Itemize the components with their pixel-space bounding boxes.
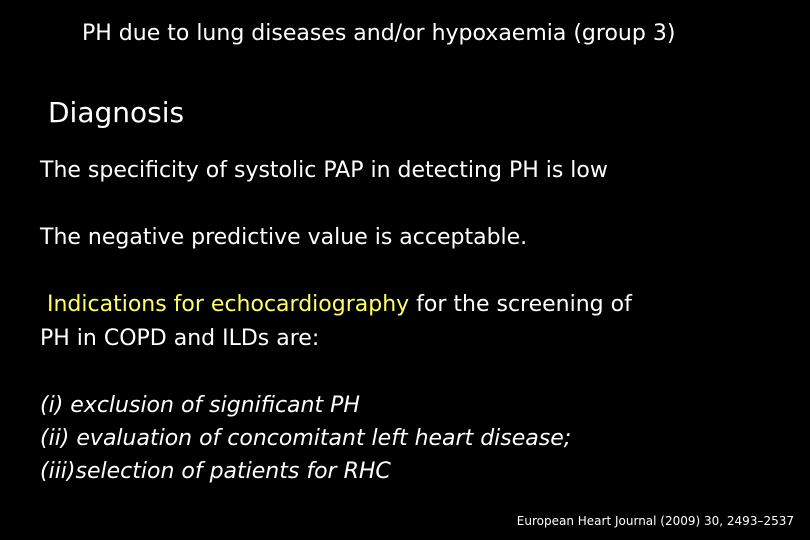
citation: European Heart Journal (2009) 30, 2493–2537 (516, 514, 794, 528)
slide-subtitle: Diagnosis (48, 96, 185, 129)
indications-highlight: Indications for echocardiography (47, 292, 410, 317)
indications-first-line (40, 288, 632, 322)
indications-list (40, 389, 571, 488)
list-item: (iii)selection of patients for RHC (40, 459, 391, 484)
indications-paragraph (40, 288, 632, 356)
predictive-value-statement: The negative predictive value is acceptable. (40, 225, 528, 250)
indications-second-line: PH in COPD and ILDs are: (40, 326, 320, 351)
indications-rest: for the screening of (409, 292, 632, 317)
specificity-statement: The specificity of systolic PAP in detecting PH is low (40, 158, 608, 183)
list-item: (i) exclusion of significant PH (40, 393, 360, 418)
slide-title: PH due to lung diseases and/or hypoxaemia (group 3) (82, 21, 676, 46)
list-item: (ii) evaluation of concomitant left heart disease; (40, 426, 572, 451)
